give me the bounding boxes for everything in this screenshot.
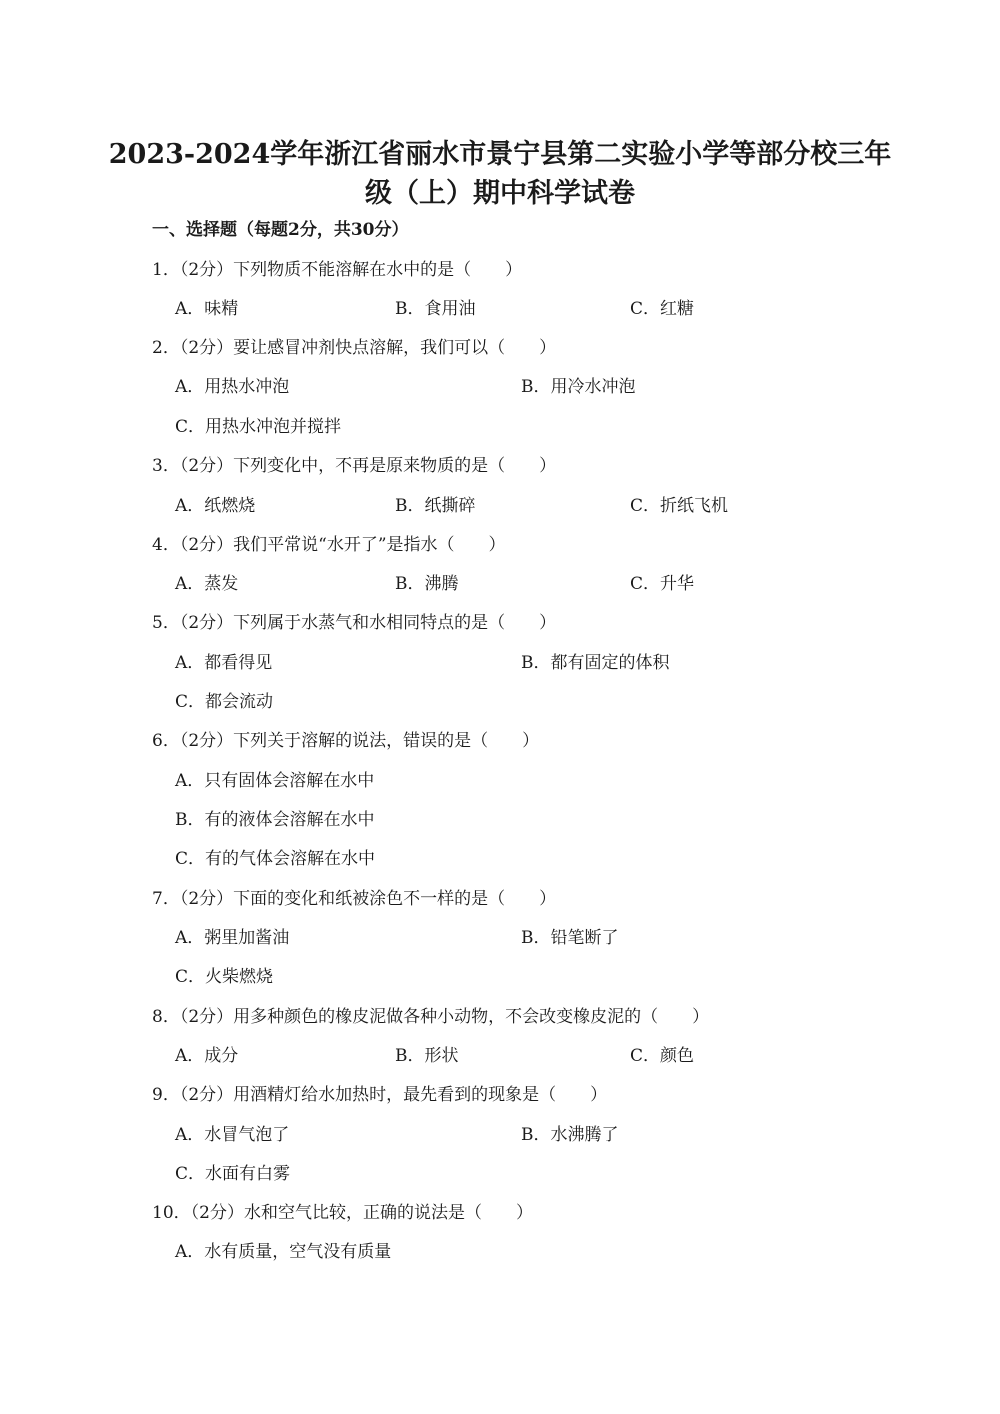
question-5-option-c: C．都会流动	[175, 692, 274, 712]
question-3-option-b: B．纸撕碎	[395, 496, 476, 516]
question-1-option-c: C．红糖	[630, 299, 695, 319]
question-8: 8．（2分）用多种颜色的橡皮泥做各种小动物，不会改变橡皮泥的（ ）	[152, 1007, 710, 1027]
question-9-option-b: B．水沸腾了	[521, 1125, 619, 1145]
question-7-option-c: C．火柴燃烧	[175, 967, 274, 987]
question-6-option-c: C．有的气体会溶解在水中	[175, 849, 376, 869]
question-5-option-a: A．都看得见	[175, 653, 273, 673]
question-5: 5．（2分）下列属于水蒸气和水相同特点的是（ ）	[152, 613, 557, 633]
question-2-option-b: B．用冷水冲泡	[521, 377, 636, 397]
question-9-option-c: C．水面有白雾	[175, 1164, 291, 1184]
question-4: 4．（2分）我们平常说“水开了”是指水（ ）	[152, 535, 506, 555]
question-7: 7．（2分）下面的变化和纸被涂色不一样的是（ ）	[152, 889, 557, 909]
question-6: 6．（2分）下列关于溶解的说法，错误的是（ ）	[152, 731, 540, 751]
question-3-option-a: A．纸燃烧	[175, 496, 256, 516]
question-8-option-a: A．成分	[175, 1046, 239, 1066]
question-8-option-c: C．颜色	[630, 1046, 695, 1066]
question-7-option-b: B．铅笔断了	[521, 928, 619, 948]
question-8-option-b: B．形状	[395, 1046, 459, 1066]
section-heading-choice: 一、选择题（每题2分，共30分）	[152, 220, 409, 240]
exam-title-line-1: 2023-2024学年浙江省丽水市景宁县第二实验小学等部分校三年	[108, 139, 892, 170]
question-4-option-b: B．沸腾	[395, 574, 459, 594]
question-2-option-a: A．用热水冲泡	[175, 377, 290, 397]
question-1: 1．（2分）下列物质不能溶解在水中的是（ ）	[152, 260, 523, 280]
question-7-option-a: A．粥里加酱油	[175, 928, 290, 948]
question-3: 3．（2分）下列变化中，不再是原来物质的是（ ）	[152, 456, 557, 476]
question-1-option-a: A．味精	[175, 299, 239, 319]
question-6-option-a: A．只有固体会溶解在水中	[175, 771, 375, 791]
question-6-option-b: B．有的液体会溶解在水中	[175, 810, 375, 830]
question-4-option-a: A．蒸发	[175, 574, 239, 594]
exam-title-line-2: 级（上）期中科学试卷	[365, 178, 635, 209]
question-5-option-b: B．都有固定的体积	[521, 653, 670, 673]
question-9-option-a: A．水冒气泡了	[175, 1125, 290, 1145]
question-1-option-b: B．食用油	[395, 299, 476, 319]
question-2-option-c: C．用热水冲泡并搅拌	[175, 417, 342, 437]
question-9: 9．（2分）用酒精灯给水加热时，最先看到的现象是（ ）	[152, 1085, 608, 1105]
question-10-option-a: A．水有质量，空气没有质量	[175, 1242, 392, 1262]
question-10: 10．（2分）水和空气比较，正确的说法是（ ）	[152, 1203, 533, 1223]
question-4-option-c: C．升华	[630, 574, 695, 594]
question-3-option-c: C．折纸飞机	[630, 496, 729, 516]
question-2: 2．（2分）要让感冒冲剂快点溶解，我们可以（ ）	[152, 338, 557, 358]
